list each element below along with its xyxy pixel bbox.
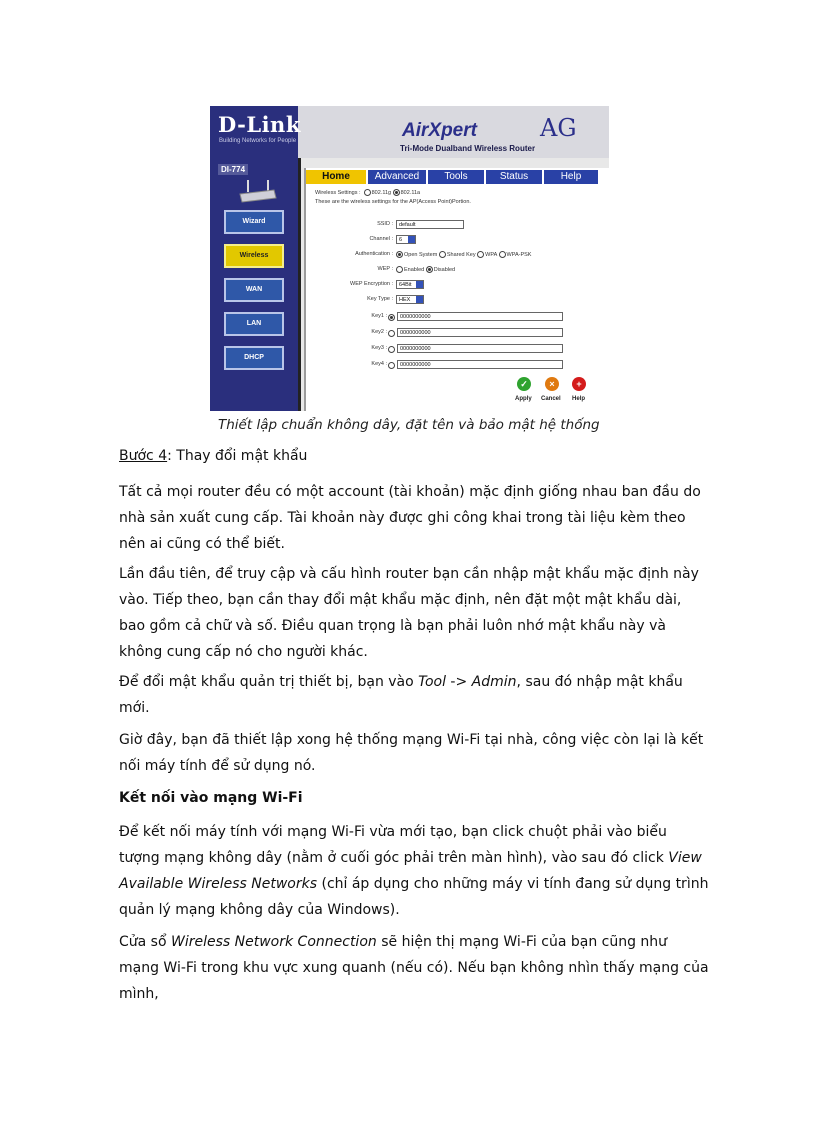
tagline: Building Networks for People [219,138,297,144]
wep-encryption-select[interactable]: 64Bit [396,280,424,289]
radio-wpa-psk[interactable] [499,251,506,258]
para3-b: , sau đó nhập mật khẩu mới. [119,674,683,716]
auth-options [396,251,531,258]
help-label: Help [572,396,586,402]
para5-b: (chỉ áp dụng cho những máy vi tính đang sử dụng trình quản lý mạng không dây của Windows). [119,876,709,918]
para3-arrow: -> [445,674,472,690]
key4-input[interactable]: 0000000000 [397,360,563,369]
ssid-input[interactable]: default [396,220,464,229]
key4-label: Key4 : [371,361,387,367]
key1-radio[interactable] [388,314,395,321]
product-name: AirXpert [402,120,477,141]
auth-shared: Shared Key [446,251,476,258]
channel-select[interactable]: 6 [396,235,416,244]
radio-wpa[interactable] [477,251,484,258]
wireless-settings-label: Wireless Settings : [315,189,361,196]
radio-open-system[interactable] [396,251,403,258]
radio-shared-key[interactable] [439,251,446,258]
auth-wpa-psk: WPA-PSK [506,251,532,258]
key3-label: Key3 : [371,345,387,351]
sidebar-btn-dhcp[interactable]: DHCP [224,346,284,370]
wep-disabled: Disabled [433,266,456,273]
key3-input[interactable]: 0000000000 [397,344,563,353]
section-heading: Kết nối vào mạng Wi-Fi [119,790,303,806]
sidebar-btn-wan[interactable]: WAN [224,278,284,302]
sidebar-btn-wireless[interactable]: Wireless [224,244,284,268]
dlink-logo: D-Link [218,112,301,137]
help-icon[interactable]: + [572,377,586,391]
para3-a: Để đổi mật khẩu quản trị thiết bị, bạn vào [119,674,419,690]
key1-label: Key1 : [371,313,387,319]
para6-a: Cửa sổ [119,934,171,950]
figure-caption: Thiết lập chuẩn không dây, đặt tên và bảo mật hệ thống [218,417,600,433]
band-option-a: 802.11a [400,189,421,196]
apply-icon[interactable]: ✓ [517,377,531,391]
radio-wep-disabled[interactable] [426,266,433,273]
key-type-select[interactable]: HEX [396,295,424,304]
product-suffix: AG [540,114,577,142]
auth-label: Authentication : [355,251,393,257]
para3-admin: Admin [471,674,517,690]
paragraph-1: Tất cả mọi router đều có một account (tài khoản) mặc định giống nhau ban đầu do nhà sản xuất cung cấp. Tài khoản này được ghi công khai trong tài liệu kèm theo nên ai cũng có thể biết. [119,484,701,552]
auth-open: Open System [404,251,438,258]
para3-tool: Tool [418,674,446,690]
radio-wep-enabled[interactable] [396,266,403,273]
router-device-icon [238,178,278,204]
paragraph-3 [119,669,709,721]
step4-text: : Thay đổi mật khẩu [167,448,308,464]
radio-802-11a[interactable] [393,189,400,196]
key2-label: Key2 : [371,329,387,335]
wireless-settings-row [315,189,420,196]
router-screenshot [210,106,609,411]
sidebar-divider [298,158,301,411]
tab-status[interactable]: Status [486,170,542,184]
wireless-description: These are the wireless settings for the AP(Access Point)Portion. [315,199,471,205]
ssid-label: SSID : [377,221,393,227]
paragraph-6 [119,929,709,1007]
key-type-label: Key Type : [367,296,393,302]
paragraph-4: Giờ đây, bạn đã thiết lập xong hệ thống mạng Wi-Fi tại nhà, công việc còn lại là kết nối máy tính để sử dụng nó. [119,732,704,774]
key1-input[interactable]: 0000000000 [397,312,563,321]
tab-advanced[interactable]: Advanced [368,170,426,184]
para6-em: Wireless Network Connection [171,934,377,950]
wep-options [396,266,455,273]
sidebar-btn-wizard[interactable]: Wizard [224,210,284,234]
wep-enabled: Enabled [404,266,425,273]
tab-bar [306,170,598,184]
step4-label: Bước 4 [119,448,168,464]
wep-label: WEP : [377,266,393,272]
para5-a: Để kết nối máy tính với mạng Wi-Fi vừa mới tạo, bạn click chuột phải vào biểu tượng mạng không dây (nằm ở cuối góc phải trên màn hình), vào sau đó click [119,824,669,866]
cancel-label: Cancel [541,396,561,402]
tab-home[interactable]: Home [306,170,366,184]
auth-wpa: WPA [485,251,497,258]
tab-tools[interactable]: Tools [428,170,484,184]
key2-input[interactable]: 0000000000 [397,328,563,337]
key4-radio[interactable] [388,362,395,369]
tab-help[interactable]: Help [544,170,598,184]
step4-line [119,443,709,469]
cancel-icon[interactable]: × [545,377,559,391]
para5-em: View Available Wireless Networks [119,850,702,892]
wep-encryption-label: WEP Encryption : [350,281,393,287]
para6-b: sẽ hiện thị mạng Wi-Fi của bạn cũng như mạng Wi-Fi trong khu vực xung quanh (nếu có). Nếu bạn không nhìn thấy mạng của mình, [119,934,709,1002]
apply-label: Apply [515,396,532,402]
model-label: DI-774 [218,164,248,175]
paragraph-2: Lần đầu tiên, để truy cập và cấu hình router bạn cần nhập mật khẩu mặc định này vào. Tiếp theo, bạn cần thay đổi mật khẩu mặc định, nên đặt một mật khẩu dài, bao gồm cả chữ và số. Điều quan trọng là bạn phải luôn nhớ mật khẩu này và không cung cấp nó cho người khác. [119,566,699,660]
sidebar-btn-lan[interactable]: LAN [224,312,284,336]
key2-radio[interactable] [388,330,395,337]
band-option-g: 802.11g [371,189,392,196]
product-subtitle: Tri-Mode Dualband Wireless Router [400,144,536,153]
channel-label: Channel : [369,236,393,242]
paragraph-5 [119,819,709,923]
key3-radio[interactable] [388,346,395,353]
radio-802-11g[interactable] [364,189,371,196]
